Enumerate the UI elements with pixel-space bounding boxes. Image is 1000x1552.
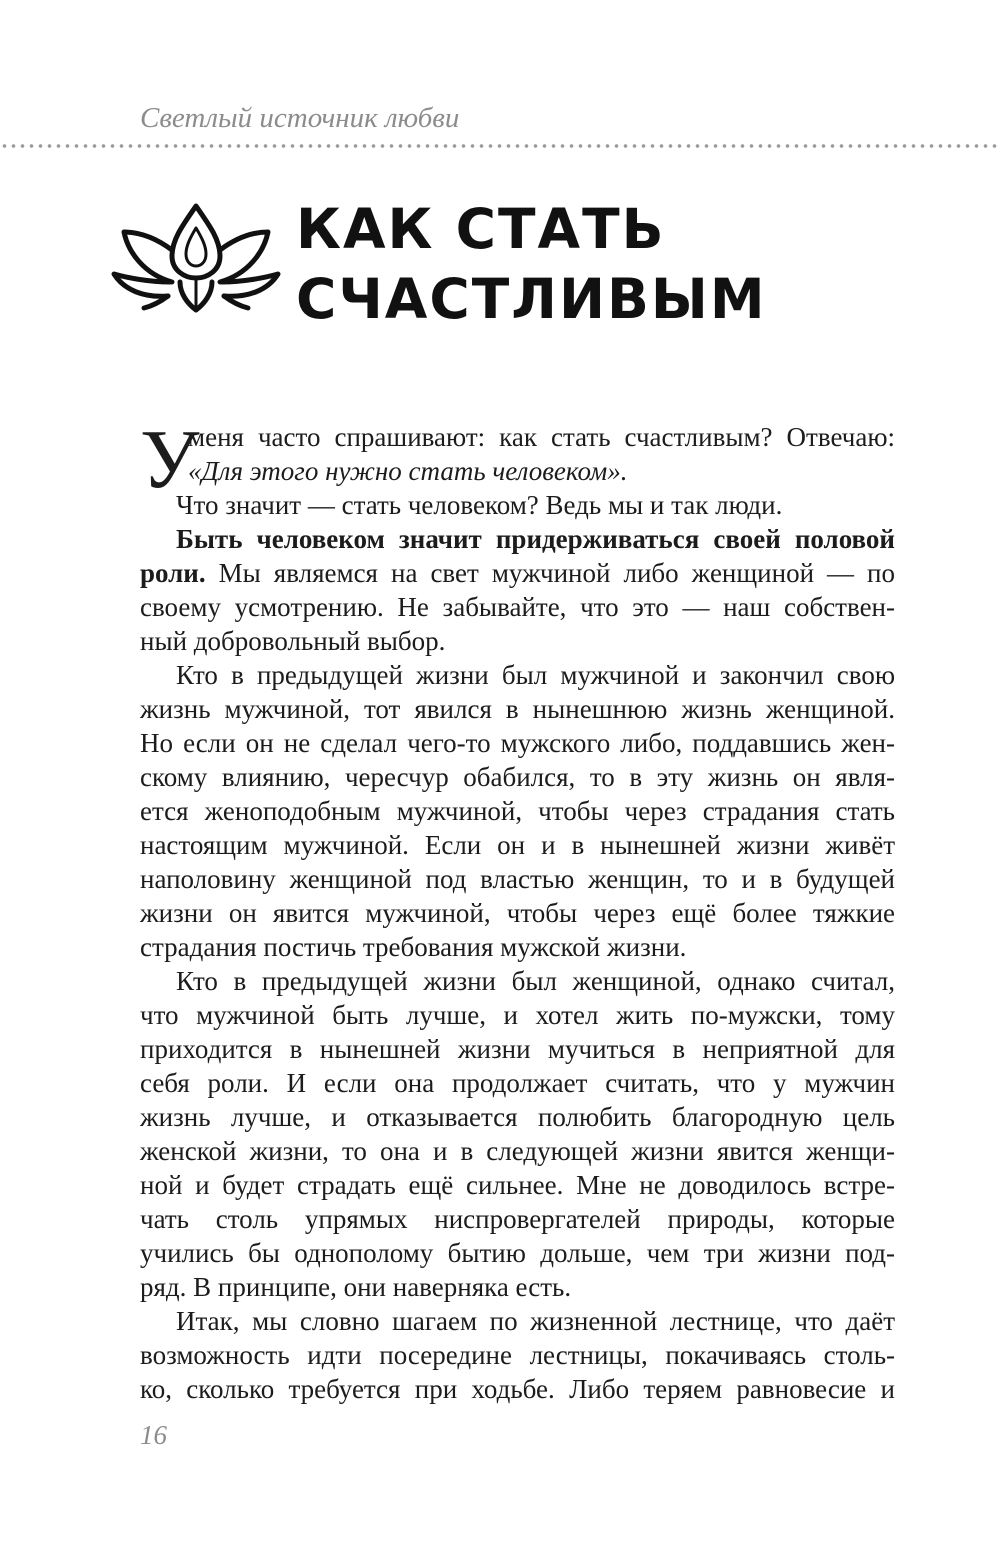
text-line: ный добровольный выбор.: [140, 626, 446, 656]
body-text: [140, 413, 895, 1406]
lotus-icon: [110, 198, 282, 316]
text-line: Итак, мы словно шагаем по жизненной лестнице, что даёт: [176, 1306, 895, 1336]
text-line: Быть человеком значит придерживаться своей половой: [176, 524, 895, 554]
text-line: Кто в предыдущей жизни был женщиной, однако считал,: [176, 966, 895, 996]
bold-fragment: роли.: [140, 558, 206, 588]
text-line: [140, 556, 895, 590]
text-line: Кто в предыдущей жизни был мужчиной и закончил свою: [176, 660, 895, 690]
text-line: ной и будет страдать ещё сильнее. Мне не доводилось встре-: [140, 1170, 895, 1200]
page-number: 16: [140, 1420, 167, 1450]
text-fragment: Мы являемся на свет мужчиной либо женщиной — по: [205, 558, 895, 588]
text-line: возможность идти посередине лестницы, покачиваясь столь-: [140, 1340, 895, 1370]
text-line: своему усмотрению. Не забывайте, что это — наш собствен-: [140, 592, 895, 622]
text-line: наполовину женщиной под властью женщин, то и в будущей: [140, 864, 895, 894]
text-line: ется женоподобным мужчиной, чтобы через страдания стать: [140, 796, 895, 826]
title-line: КАК СТАТЬ: [296, 197, 666, 261]
running-head: Светлый источник любви: [140, 102, 460, 134]
text-line: Что значит — стать человеком? Ведь мы и так люди.: [176, 490, 783, 520]
text-line: скому влиянию, чересчур обабился, то в эту жизнь он явля-: [140, 762, 895, 792]
drop-cap: У: [140, 413, 200, 506]
text-line: себя роли. И если она продолжает считать, что у мужчин: [140, 1068, 895, 1098]
text-line: жизнь лучше, и отказывается полюбить благородную цель: [140, 1102, 895, 1132]
text-line: что мужчиной быть лучше, и хотел жить по-мужски, тому: [140, 1000, 895, 1030]
text-line: ко, сколько требуется при ходьбе. Либо теряем равновесие и: [140, 1374, 895, 1404]
chapter-title: [296, 194, 767, 334]
text-line: жизнь мужчиной, тот явился в нынешнюю жизнь женщиной.: [140, 694, 895, 724]
dotted-divider: [0, 143, 1000, 149]
text-line: приходится в нынешней жизни мучиться в неприятной для: [140, 1034, 895, 1064]
text-line: чать столь упрямых ниспровергателей природы, которые: [140, 1204, 895, 1234]
text-line: меня часто спрашивают: как стать счастливым? Отвечаю:: [188, 422, 895, 452]
text-line: страдания постичь требования мужской жизни.: [140, 932, 687, 962]
title-line: СЧАСТЛИВЫМ: [296, 267, 767, 331]
text-line: учились бы однополому бытию дольше, чем три жизни под-: [140, 1238, 895, 1268]
text-line: женской жизни, то она и в следующей жизни явится женщи-: [140, 1136, 895, 1166]
text-line: настоящим мужчиной. Если он и в нынешней жизни живёт: [140, 830, 895, 860]
text-line: жизни он явится мужчиной, чтобы через ещё более тяжкие: [140, 898, 895, 928]
text-line: «Для этого нужно стать человеком».: [188, 456, 628, 486]
text-line: ряд. В принципе, они наверняка есть.: [140, 1272, 572, 1302]
text-line: Но если он не сделал чего-то мужского либо, поддавшись жен-: [140, 728, 895, 758]
